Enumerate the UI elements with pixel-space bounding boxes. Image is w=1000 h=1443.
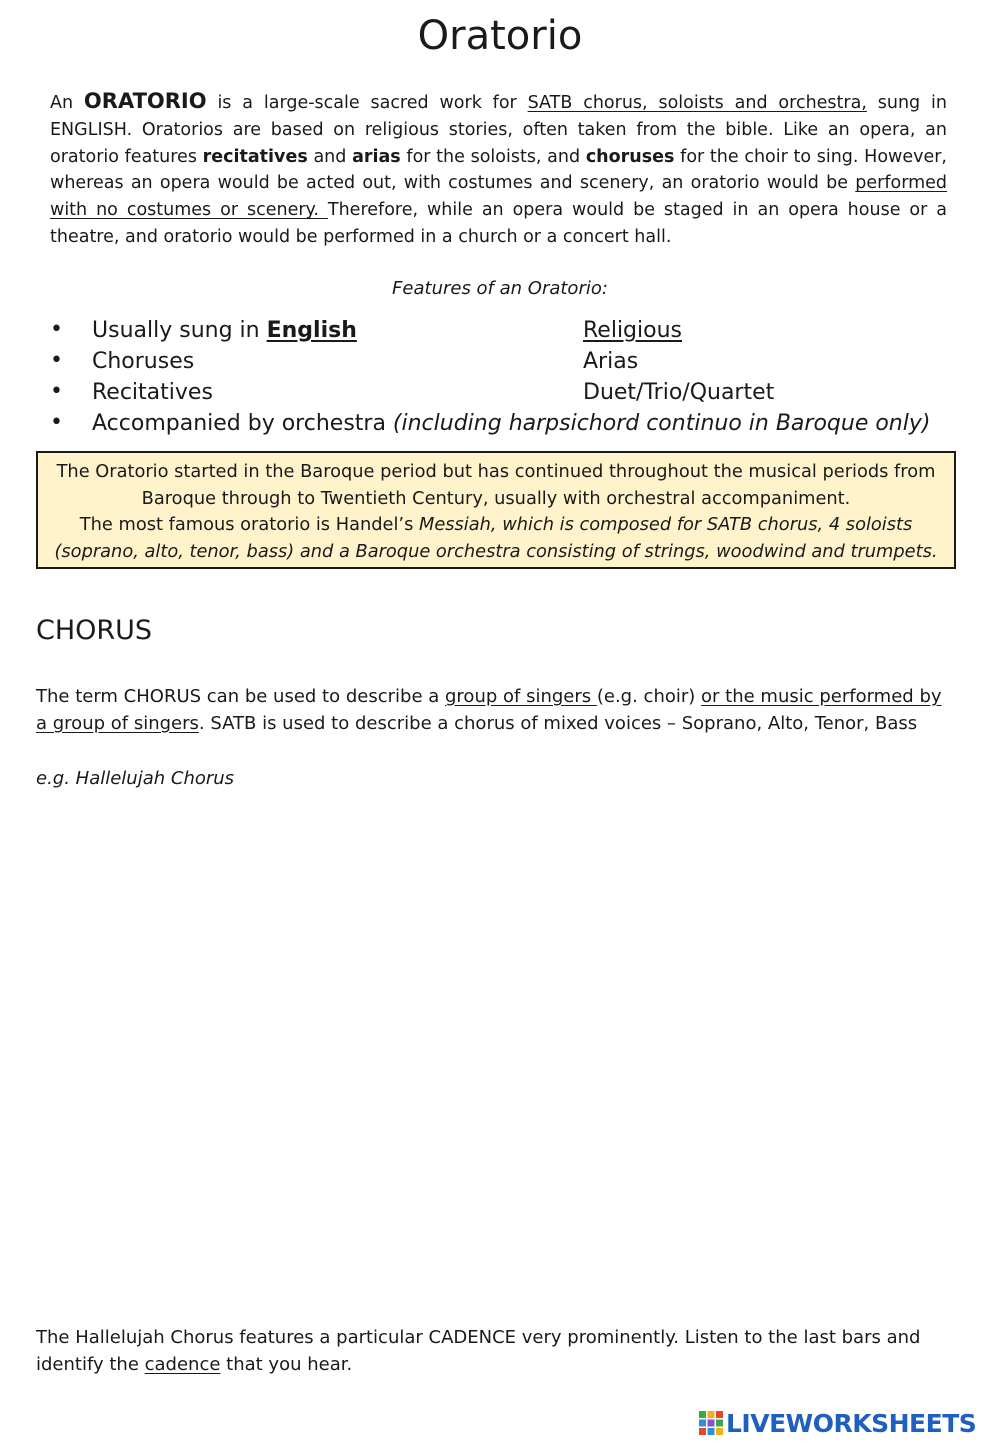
feature-item-ensembles: Duet/Trio/Quartet (583, 380, 775, 405)
cadence-paragraph (36, 1324, 946, 1378)
intro-text-2: is a large-scale sacred work for (206, 93, 528, 113)
chorus-text-1: The term CHORUS can be used to describe a (36, 686, 445, 707)
bullet-2: • (50, 348, 63, 373)
intro-text-4: and (307, 146, 353, 167)
chorus-paragraph (36, 683, 946, 737)
page-title: Oratorio (417, 13, 583, 59)
intro-arias-term: arias (352, 146, 401, 167)
feature-item-english-prefix: Usually sung in (92, 318, 267, 343)
liveworksheets-logo-icon (698, 1410, 724, 1436)
feature-item-english (92, 316, 357, 346)
feature-item-religious-text: Religious (583, 318, 682, 343)
cadence-underline: cadence (144, 1354, 221, 1375)
box-line-4 (38, 539, 954, 566)
chorus-example: e.g. Hallelujah Chorus (36, 768, 235, 789)
cadence-text-1: The Hallelujah Chorus features a particular CADENCE very prominently. Listen to the last bars and identify the (36, 1327, 921, 1375)
feature-item-english-bold: English (266, 318, 357, 343)
intro-recitatives-term: recitatives (202, 146, 308, 167)
liveworksheets-logo[interactable] (698, 1408, 976, 1438)
box-line-3 (38, 512, 954, 539)
chorus-heading: CHORUS (36, 615, 153, 646)
intro-text-1: An (50, 93, 84, 113)
cadence-text-2: that you hear. (220, 1354, 353, 1375)
box-line-1: The Oratorio started in the Baroque period but has continued throughout the musical periods from (56, 461, 936, 482)
box-line-3-prefix: The most famous oratorio is Handel’s (79, 514, 419, 536)
feature-item-religious (583, 316, 682, 346)
intro-paragraph (50, 88, 947, 251)
chorus-text-2: (e.g. choir) (596, 686, 702, 707)
chorus-text-3: . SATB is used to describe a chorus of mixed voices – Soprano, Alto, Tenor, Bass (198, 713, 918, 734)
intro-oratorio-term: ORATORIO (83, 89, 207, 113)
box-line-2: Baroque through to Twentieth Century, usually with orchestral accompaniment. (141, 487, 851, 509)
bullet-1: • (50, 317, 63, 342)
chorus-underline-2: or the music performed by a group of singers (36, 686, 942, 734)
bullet-4: • (50, 410, 63, 435)
intro-performed-phrase: performed with no costumes or scenery. (50, 173, 947, 221)
box-line-3-italic: Messiah, which is composed for SATB chorus, 4 soloists (418, 514, 913, 536)
feature-item-recitatives: Recitatives (92, 380, 213, 405)
intro-text-3: sung in ENGLISH. Oratorios are based on religious stories, often taken from the bible. Like an opera, an oratorio features (50, 93, 947, 167)
feature-item-choruses: Choruses (92, 349, 195, 374)
feature-item-arias: Arias (583, 349, 639, 374)
intro-text-6: for the choir to sing. However, whereas an opera would be acted out, with costumes and scenery, an oratorio would be (50, 146, 947, 194)
liveworksheets-logo-text: LIVEWORKSHEETS (726, 1408, 977, 1438)
oratorio-history-box (36, 451, 956, 569)
feature-item-orchestra (92, 409, 930, 439)
feature-item-orchestra-prefix: Accompanied by orchestra (92, 411, 393, 436)
box-line-4-italic: (soprano, alto, tenor, bass) and a Baroque orchestra consisting of strings, woodwind and trumpets. (54, 540, 938, 562)
intro-text-5: for the soloists, and (400, 146, 586, 167)
features-heading: Features of an Oratorio: (392, 278, 608, 299)
intro-text-7: Therefore, while an opera would be staged in an opera house or a theatre, and oratorio would be performed in a church or a concert hall. (50, 200, 947, 247)
bullet-3: • (50, 379, 63, 404)
intro-satb-phrase: SATB chorus, soloists and orchestra, (527, 93, 867, 113)
intro-choruses-term: choruses (585, 146, 675, 167)
feature-item-orchestra-note: (including harpsichord continuo in Baroque only) (392, 411, 931, 436)
chorus-underline-1: group of singers (445, 686, 597, 707)
